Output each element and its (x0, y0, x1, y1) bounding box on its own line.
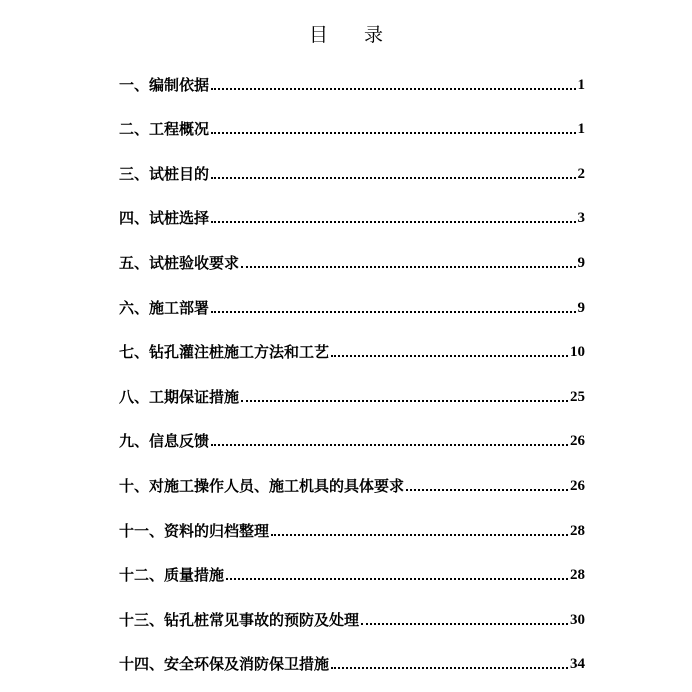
toc-leader-dots (241, 400, 568, 402)
toc-leader-dots (211, 88, 575, 90)
toc-entry-label: 九、信息反馈 (119, 432, 210, 451)
toc-entry[interactable] (119, 597, 585, 642)
toc-entry-page: 2 (577, 165, 585, 182)
toc-entry-label: 八、工期保证措施 (119, 387, 240, 406)
toc-entry[interactable] (119, 508, 585, 553)
toc-leader-dots (241, 266, 575, 268)
toc-leader-dots (226, 578, 568, 580)
toc-entry[interactable] (119, 107, 585, 152)
toc-entry-label: 二、工程概况 (119, 120, 210, 139)
toc-entry-label: 十三、钻孔桩常见事故的预防及处理 (119, 610, 360, 629)
toc-entry[interactable] (119, 240, 585, 285)
toc-leader-dots (211, 444, 568, 446)
toc-entry-page: 9 (577, 254, 585, 271)
toc-entry-page: 1 (577, 76, 585, 93)
toc-entry-label: 一、编制依据 (119, 75, 210, 94)
toc-leader-dots (271, 534, 568, 536)
toc-leader-dots (331, 355, 568, 357)
table-of-contents (119, 62, 585, 686)
toc-entry-page: 28 (570, 522, 585, 539)
toc-entry[interactable] (119, 642, 585, 687)
toc-entry-page: 28 (570, 567, 585, 584)
toc-entry[interactable] (119, 553, 585, 598)
toc-entry-label: 十二、质量措施 (119, 566, 225, 585)
toc-leader-dots (361, 623, 568, 625)
page-title: 目录 (308, 24, 419, 46)
toc-entry-label: 十四、安全环保及消防保卫措施 (119, 655, 330, 674)
toc-entry-page: 3 (577, 210, 585, 227)
toc-entry-label: 六、施工部署 (119, 298, 210, 317)
toc-entry[interactable] (119, 62, 585, 107)
toc-entry[interactable] (119, 374, 585, 419)
toc-entry-label: 十、对施工操作人员、施工机具的具体要求 (119, 476, 405, 495)
toc-entry-label: 五、试桩验收要求 (119, 253, 240, 272)
toc-leader-dots (211, 177, 575, 179)
toc-entry-label: 十一、资料的归档整理 (119, 521, 270, 540)
toc-entry-page: 34 (570, 656, 585, 673)
toc-entry-label: 三、试桩目的 (119, 164, 210, 183)
toc-leader-dots (211, 132, 575, 134)
toc-leader-dots (211, 221, 575, 223)
toc-leader-dots (331, 667, 568, 669)
toc-entry-page: 30 (570, 611, 585, 628)
toc-entry-label: 四、试桩选择 (119, 209, 210, 228)
toc-entry-page: 26 (570, 433, 585, 450)
toc-entry-label: 七、钻孔灌注桩施工方法和工艺 (119, 343, 330, 362)
toc-entry[interactable] (119, 285, 585, 330)
toc-entry-page: 9 (577, 299, 585, 316)
toc-leader-dots (406, 489, 568, 491)
toc-entry[interactable] (119, 463, 585, 508)
toc-entry[interactable] (119, 151, 585, 196)
toc-entry-page: 25 (570, 388, 585, 405)
toc-entry-page: 1 (577, 121, 585, 138)
toc-leader-dots (211, 311, 575, 313)
toc-entry[interactable] (119, 330, 585, 375)
toc-entry-page: 26 (570, 477, 585, 494)
toc-entry[interactable] (119, 419, 585, 464)
toc-entry-page: 10 (570, 344, 585, 361)
toc-entry[interactable] (119, 196, 585, 241)
